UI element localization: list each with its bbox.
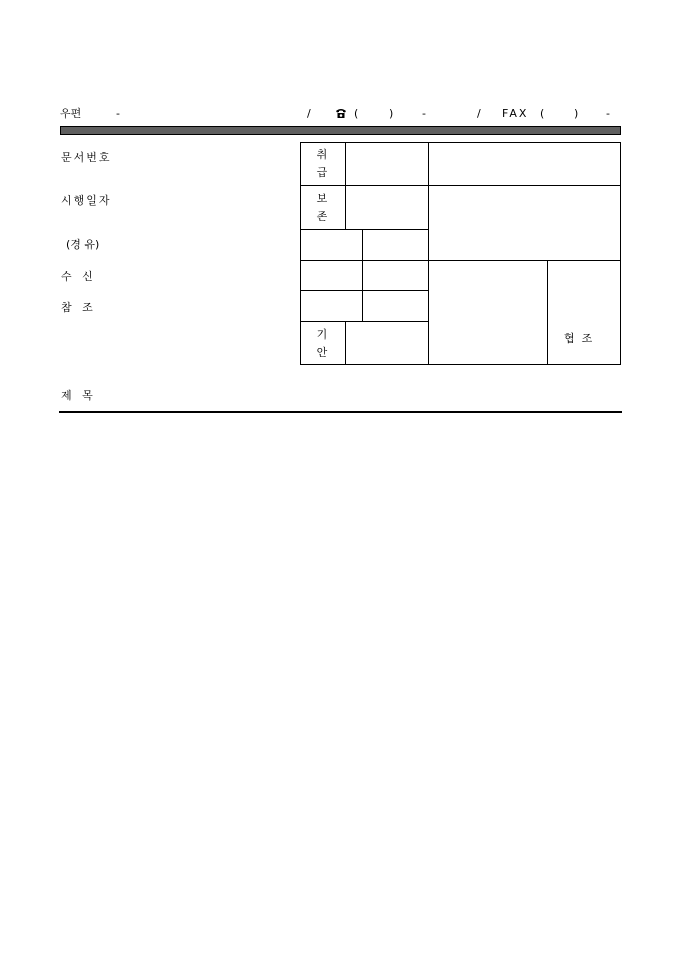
- via-label: (경 유): [66, 238, 100, 251]
- draft-label: 기 안: [316, 328, 328, 359]
- subject-underline: [59, 411, 622, 413]
- subject-label: 제 목: [61, 389, 93, 402]
- fax-label: FAX: [502, 107, 529, 120]
- table-line: [300, 321, 428, 322]
- separator-slash: /: [477, 107, 481, 120]
- table-line: [620, 142, 621, 365]
- header-bar: [60, 126, 621, 135]
- phone-area-close-paren: ): [389, 107, 394, 120]
- handling-label: 취 급: [316, 148, 328, 179]
- table-line: [300, 290, 428, 291]
- separator-slash: /: [307, 107, 311, 120]
- cooperation-label: 협 조: [564, 332, 593, 345]
- phone-dash: -: [422, 107, 426, 120]
- table-line: [300, 364, 621, 365]
- doc-number-label: 문서번호: [61, 151, 112, 164]
- table-line: [300, 185, 621, 186]
- table-line: [345, 321, 346, 365]
- table-line: [547, 260, 548, 365]
- preservation-label: 보 존: [316, 192, 328, 223]
- telephone-icon: [335, 107, 347, 119]
- postal-code-label: 우편: [60, 107, 82, 120]
- issue-date-label: 시행일자: [61, 194, 112, 207]
- table-line: [345, 142, 346, 230]
- table-line: [300, 142, 301, 365]
- table-line: [428, 142, 429, 365]
- table-line: [300, 142, 621, 143]
- fax-area-close-paren: ): [574, 107, 579, 120]
- table-line: [300, 260, 621, 261]
- phone-area-open-paren: (: [354, 107, 359, 120]
- recipient-label: 수 신: [61, 270, 93, 283]
- table-line: [300, 229, 428, 230]
- fax-area-open-paren: (: [540, 107, 545, 120]
- reference-label: 참 조: [61, 301, 93, 314]
- table-line: [362, 229, 363, 322]
- postal-code-dash: -: [116, 107, 120, 120]
- fax-dash: -: [606, 107, 610, 120]
